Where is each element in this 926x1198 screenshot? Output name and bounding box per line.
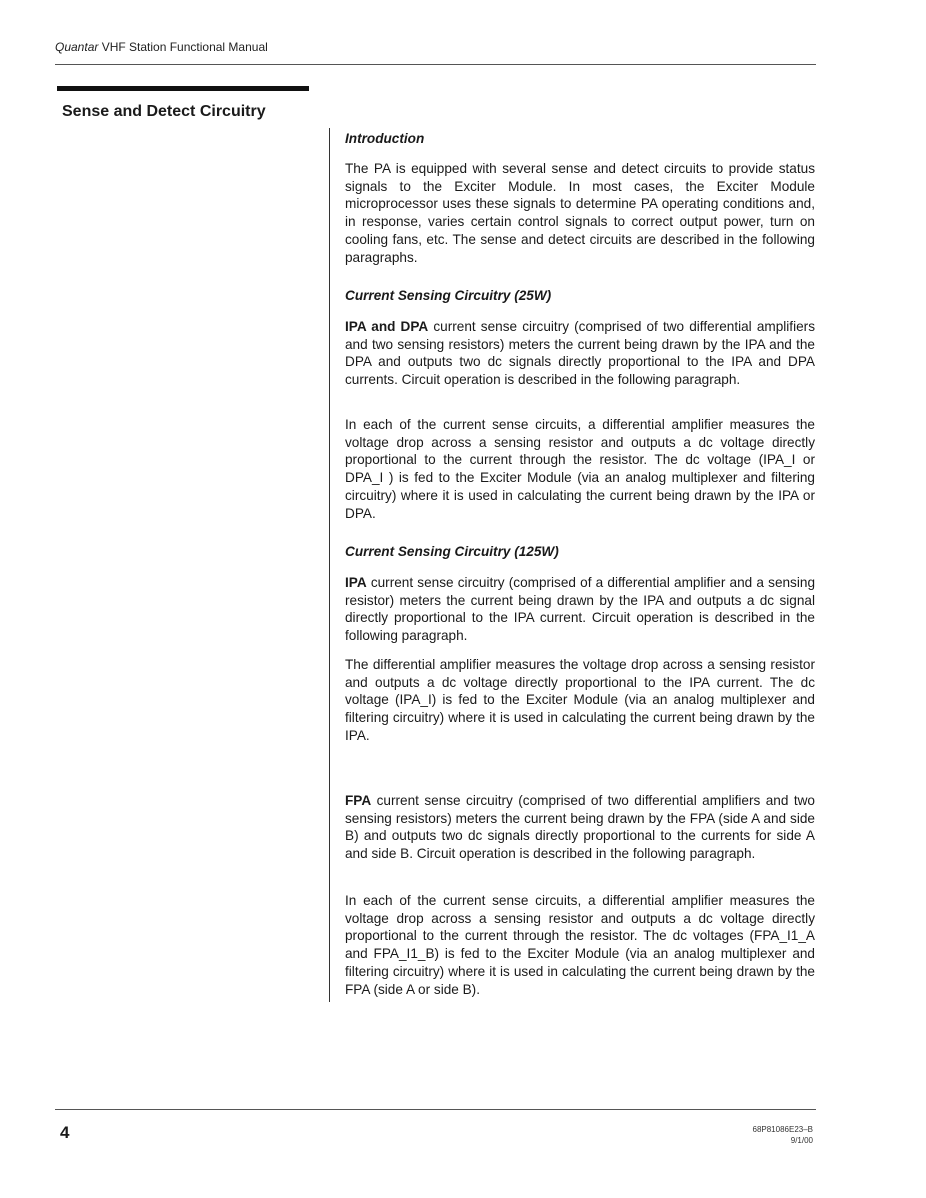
cs125-p1-text: current sense circuitry (comprised of a differential amplifier and a sensing resistor) meters the current being drawn by the IPA and outputs a dc signal directly proportional to the IPA current. Circuit operation is described in the following paragraph. [345,575,815,644]
page-number: 4 [60,1123,70,1142]
document-number: 68P81086E23–B [752,1125,813,1134]
column-divider [329,128,330,1002]
cs125-p4-text: In each of the current sense circuits, a differential amplifier measures the voltage drop across a sensing resistor and outputs a dc voltage directly proportional to the current through the resistor. The dc voltages (FPA_I1_A and FPA_I1_B) is fed to the Exciter Module (via an analog multiplexer and filtering circuitry) where it is used in calculating the current being drawn by the FPA (side A or side B). [345,893,815,997]
section-bar [57,86,309,91]
header-title: VHF Station Functional Manual [98,40,268,54]
cs25-heading: Current Sensing Circuitry (25W) [345,288,552,303]
cs125-p3-bold: FPA [345,793,372,808]
cs25-paragraph-2 [345,416,815,522]
cs25-p1-bold: IPA and DPA [345,319,429,334]
cs125-p1-bold: IPA [345,575,367,590]
cs125-heading-block [345,543,815,561]
cs125-paragraph-1 [345,574,815,645]
cs125-paragraph-2 [345,656,815,745]
cs125-p2-text: The differential amplifier measures the voltage drop across a sensing resistor and outputs a dc voltage directly proportional to the IPA current. The dc voltage (IPA_I) is fed to the Exciter Module (via an analog multiplexer and filtering circuitry) where it is used in calculating the current being drawn by the IPA. [345,657,815,743]
cs125-paragraph-4 [345,892,815,998]
cs125-p3-text: current sense circuitry (comprised of two differential amplifiers and two sensing resistors) meters the current being drawn by the FPA (side A and side B) and outputs two dc signals directly proportional to the currents for side A and side B. Circuit operation is described in the following paragraph. [345,793,815,862]
cs25-p2-text: In each of the current sense circuits, a differential amplifier measures the voltage drop across a sensing resistor and outputs a dc voltage directly proportional to the current through the resistor. The dc voltage (IPA_I or DPA_I ) is fed to the Exciter Module (via an analog multiplexer and filtering circuitry) where it is used in calculating the current being drawn by the IPA or DPA. [345,417,815,521]
footer-rule [55,1109,816,1110]
header-rule [55,64,816,65]
intro-heading: Introduction [345,131,425,146]
running-header [55,40,268,54]
intro-block [345,130,815,148]
cs125-heading: Current Sensing Circuitry (125W) [345,544,559,559]
intro-paragraph: The PA is equipped with several sense and detect circuits to provide status signals to the Exciter Module. In most cases, the Exciter Module microprocessor uses these signals to determine PA operating conditions and, in response, varies certain control signals to correct output power, turn on cooling fans, etc. The sense and detect circuits are described in the following paragraphs. [345,161,815,265]
document-number-block [753,1124,814,1146]
cs125-paragraph-3 [345,792,815,863]
intro-body [345,160,815,266]
section-title: Sense and Detect Circuitry [62,103,266,120]
header-brand: Quantar [55,40,99,54]
cs25-paragraph-1 [345,318,815,389]
cs25-heading-block [345,287,815,305]
cs25-p1-text: current sense circuitry (comprised of two differential amplifiers and two sensing resistors) meters the current being drawn by the IPA and the DPA and outputs two dc signals directly proportional to the IPA and DPA currents. Circuit operation is described in the following paragraph. [345,319,815,388]
document-date: 9/1/00 [790,1136,813,1145]
